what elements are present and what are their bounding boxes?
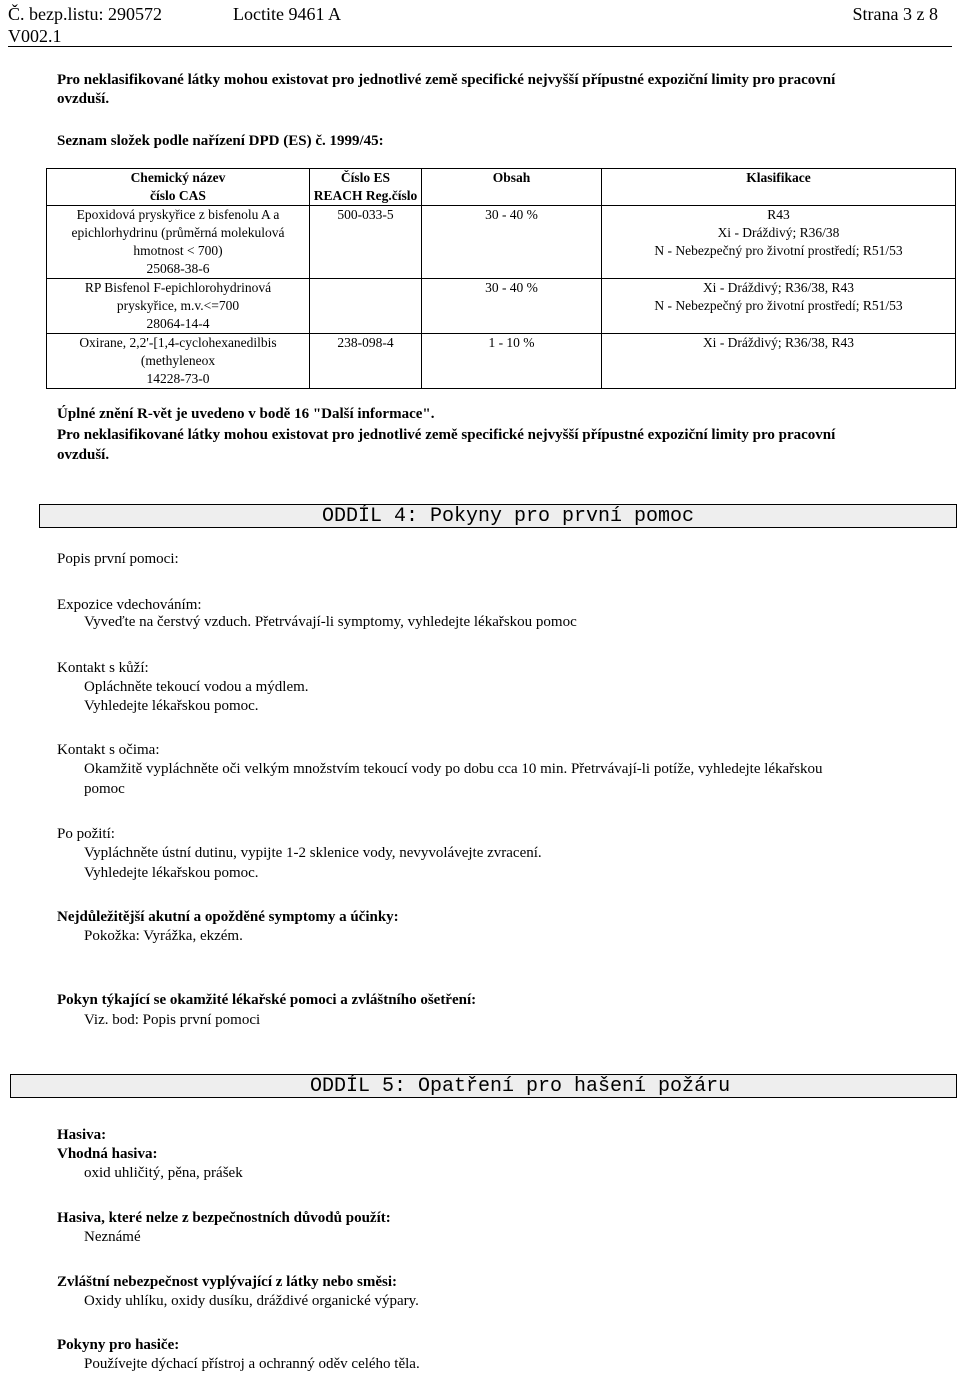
notice-mid-line1: Pro neklasifikované látky mohou existovat pro jednotlivé země specifické nejvyšší přípustné expoziční limity pro pracovní [57, 427, 836, 443]
symptoms-label: Nejdůležitější akutní a opožděné symptomy a účinky: [57, 909, 399, 925]
notice-top-line2: ovzduší. [57, 91, 110, 107]
skin-contact-text-2: Vyhledejte lékařskou pomoc. [84, 698, 259, 714]
eye-contact-text-2: pomoc [84, 781, 125, 797]
skin-contact-label: Kontakt s kůží: [57, 660, 149, 676]
ec-number-cell [310, 279, 422, 334]
chemical-name-cell: Oxirane, 2,2'-[1,4-cyclohexanedilbis (methyleneox 14228-73-0 [47, 334, 310, 389]
composition-table [46, 168, 956, 389]
table-header-row [47, 169, 956, 206]
first-aid-description-label: Popis první pomoci: [57, 551, 179, 567]
content-cell: 30 - 40 % [422, 279, 602, 334]
section4-title: ODDÍL 4: Pokyny pro první pomoc [322, 505, 695, 528]
product-name: Loctite 9461 A [233, 4, 341, 24]
unsuitable-media-text: Neznámé [84, 1229, 141, 1245]
medical-attention-text: Viz. bod: Popis první pomoci [84, 1012, 261, 1028]
chemical-name-cell: Epoxidová pryskyřice z bisfenolu A a epichlorhydrinu (průměrná molekulová hmotnost < 700) 25068-38-6 [47, 206, 310, 279]
suitable-media-text: oxid uhličitý, pěna, prášek [84, 1165, 243, 1181]
inhalation-text: Vyveďte na čerstvý vzduch. Přetrvávají-li symptomy, vyhledejte lékařskou pomoc [84, 614, 577, 630]
header-rule [8, 46, 952, 47]
sheet-number: Č. bezp.listu: 290572 [8, 4, 162, 24]
ingestion-label: Po požití: [57, 826, 115, 842]
notice-top-line1: Pro neklasifikované látky mohou existovat pro jednotlivé země specifické nejvyšší přípustné expoziční limity pro pracovní [57, 72, 836, 88]
page-number: Strana 3 z 8 [852, 4, 938, 24]
header-ec-number: Číslo ES REACH Reg.číslo [310, 169, 422, 206]
ec-number-cell: 238-098-4 [310, 334, 422, 389]
table-row [47, 279, 956, 334]
classification-cell: Xi - Dráždivý; R36/38, R43 N - Nebezpečný pro životní prostředí; R51/53 [602, 279, 956, 334]
firefighter-advice-text: Používejte dýchací přístroj a ochranný oděv celého těla. [84, 1356, 420, 1372]
skin-contact-text-1: Opláchněte tekoucí vodou a mýdlem. [84, 679, 309, 695]
ingestion-text-1: Vypláchněte ústní dutinu, vypijte 1-2 sklenice vody, nevyvolávejte zvracení. [84, 845, 542, 861]
suitable-media-label: Vhodná hasiva: [57, 1146, 158, 1162]
chemical-name-cell: RP Bisfenol F-epichlorohydrinová pryskyřice, m.v.<=700 28064-14-4 [47, 279, 310, 334]
notice-mid-line2: ovzduší. [57, 447, 110, 463]
table-row [47, 334, 956, 389]
composition-list-title: Seznam složek podle nařízení DPD (ES) č. 1999/45: [57, 133, 384, 149]
extinguishing-media-label: Hasiva: [57, 1127, 107, 1143]
symptoms-text: Pokožka: Vyrážka, ekzém. [84, 928, 243, 944]
content-cell: 1 - 10 % [422, 334, 602, 389]
ec-number-cell: 500-033-5 [310, 206, 422, 279]
section5-title: ODDÍL 5: Opatření pro hašení požáru [310, 1075, 731, 1098]
eye-contact-text-1: Okamžitě vypláchněte oči velkým množstvím tekoucí vody po dobu cca 10 min. Přetrvávají-li potíže, vyhledejte lékařskou [84, 761, 823, 777]
special-hazards-text: Oxidy uhlíku, oxidy dusíku, dráždivé organické výpary. [84, 1293, 419, 1309]
firefighter-advice-label: Pokyny pro hasiče: [57, 1337, 180, 1353]
table-row [47, 206, 956, 279]
content-cell: 30 - 40 % [422, 206, 602, 279]
unsuitable-media-label: Hasiva, které nelze z bezpečnostních důvodů použít: [57, 1210, 391, 1226]
classification-cell: R43 Xi - Dráždivý; R36/38 N - Nebezpečný pro životní prostředí; R51/53 [602, 206, 956, 279]
inhalation-label: Expozice vdechováním: [57, 597, 202, 613]
medical-attention-label: Pokyn týkající se okamžité lékařské pomoci a zvláštního ošetření: [57, 992, 477, 1008]
version: V002.1 [8, 26, 62, 46]
classification-cell: Xi - Dráždivý; R36/38, R43 [602, 334, 956, 389]
header-content: Obsah [422, 169, 602, 206]
header-chemical-name: Chemický název číslo CAS [47, 169, 310, 206]
special-hazards-label: Zvláštní nebezpečnost vyplývající z látky nebo směsi: [57, 1274, 397, 1290]
header-classification: Klasifikace [602, 169, 956, 206]
page-header [8, 4, 952, 46]
eye-contact-label: Kontakt s očima: [57, 742, 160, 758]
r-phrases-note: Úplné znění R-vět je uvedeno v bodě 16 "Další informace". [57, 406, 435, 422]
ingestion-text-2: Vyhledejte lékařskou pomoc. [84, 865, 259, 881]
